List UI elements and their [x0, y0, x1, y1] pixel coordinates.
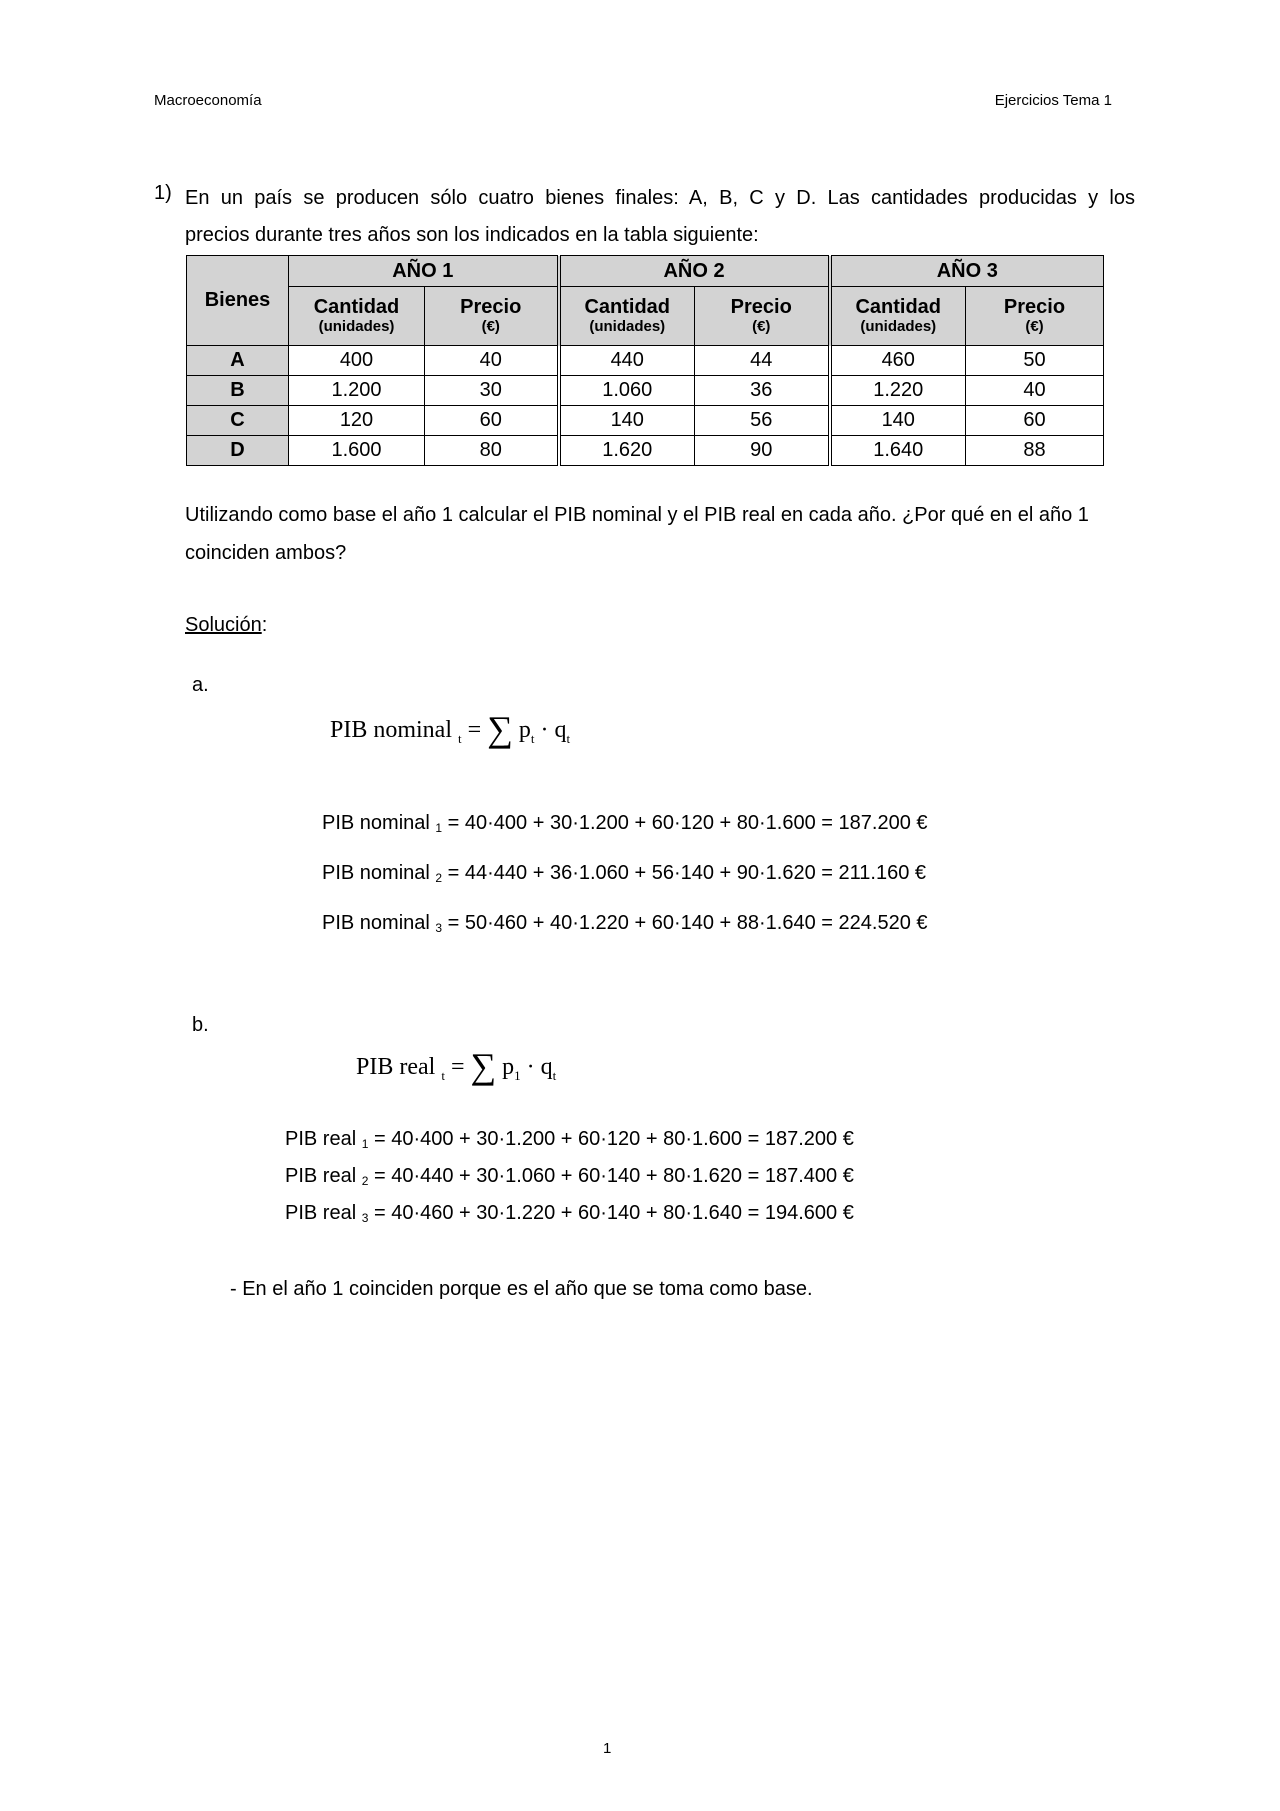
table-cell: 36: [695, 376, 830, 406]
good-label: B: [187, 376, 289, 406]
header-right: Ejercicios Tema 1: [994, 92, 1112, 109]
table-cell: 400: [289, 346, 425, 376]
table-cell: 140: [559, 406, 695, 436]
nominal-gdp-formula: PIB nominal $_t$ = ∑ $p_t \cdot q_t$: [330, 709, 571, 749]
nominal-gdp-line: PIB nominal $_3$ = 50·460 + 40·1.220 + 60·140 + 88·1.640 = 224.520 €: [322, 912, 928, 935]
price-header: Precio (€): [966, 287, 1104, 346]
table-cell: 1.640: [830, 436, 966, 466]
good-label: C: [187, 406, 289, 436]
table-cell: 56: [695, 406, 830, 436]
table-cell: 1.220: [830, 376, 966, 406]
nominal-gdp-line: PIB nominal $_1$ = 40·400 + 30·1.200 + 60·120 + 80·1.600 = 187.200 €: [322, 812, 928, 835]
table-cell: 30: [425, 376, 559, 406]
table-cell: 60: [966, 406, 1104, 436]
table-cell: 44: [695, 346, 830, 376]
table-cell: 50: [966, 346, 1104, 376]
table-cell: 88: [966, 436, 1104, 466]
goods-header: Bienes: [187, 256, 289, 346]
price-header: Precio (€): [425, 287, 559, 346]
year-header: AÑO 1: [289, 256, 559, 287]
table-row: [187, 406, 1104, 436]
exercise-intro: [185, 180, 1135, 254]
exercise-number: 1): [154, 182, 172, 204]
table-cell: 1.200: [289, 376, 425, 406]
good-label: A: [187, 346, 289, 376]
header-left: Macroeconomía: [154, 92, 262, 109]
table-cell: 40: [966, 376, 1104, 406]
table-cell: 460: [830, 346, 966, 376]
quantity-header: Cantidad (unidades): [559, 287, 695, 346]
table-row: [187, 346, 1104, 376]
part-b-label: b.: [192, 1014, 209, 1036]
part-a-label: a.: [192, 674, 209, 696]
exercise-intro-line2: precios durante tres años son los indicados en la tabla siguiente:: [185, 224, 759, 246]
quantity-header: Cantidad (unidades): [830, 287, 966, 346]
table-cell: 440: [559, 346, 695, 376]
price-header: Precio (€): [695, 287, 830, 346]
exercise-question: Utilizando como base el año 1 calcular el PIB nominal y el PIB real en cada año. ¿Por qué en el año 1 coinciden ambos?: [185, 504, 1089, 564]
table-cell: 140: [830, 406, 966, 436]
table-cell: 120: [289, 406, 425, 436]
solution-label: Solución:: [185, 614, 268, 636]
table-cell: 60: [425, 406, 559, 436]
table-cell: 1.060: [559, 376, 695, 406]
real-gdp-line: PIB real $_2$ = 40·440 + 30·1.060 + 60·140 + 80·1.620 = 187.400 €: [285, 1165, 854, 1188]
table-row: [187, 436, 1104, 466]
real-gdp-line: PIB real $_3$ = 40·460 + 30·1.220 + 60·140 + 80·1.640 = 194.600 €: [285, 1202, 854, 1225]
table-cell: 1.620: [559, 436, 695, 466]
quantity-header: Cantidad (unidades): [289, 287, 425, 346]
conclusion-text: - En el año 1 coinciden porque es el año que se toma como base.: [230, 1278, 813, 1300]
table-row: [187, 376, 1104, 406]
good-label: D: [187, 436, 289, 466]
real-gdp-line: PIB real $_1$ = 40·400 + 30·1.200 + 60·120 + 80·1.600 = 187.200 €: [285, 1128, 854, 1151]
nominal-gdp-line: PIB nominal $_2$ = 44·440 + 36·1.060 + 56·140 + 90·1.620 = 211.160 €: [322, 862, 927, 885]
table-cell: 80: [425, 436, 559, 466]
table-cell: 1.600: [289, 436, 425, 466]
year-header: AÑO 2: [559, 256, 830, 287]
year-header: AÑO 3: [830, 256, 1104, 287]
table-cell: 40: [425, 346, 559, 376]
page-number: 1: [603, 1740, 612, 1757]
real-gdp-formula: PIB real $_t$ = ∑ $p_1 \cdot q_t$: [356, 1046, 557, 1086]
production-table: [186, 255, 1104, 466]
exercise-intro-line1: En un país se producen sólo cuatro bienes finales: A, B, C y D. Las cantidades producidas y los: [185, 187, 1135, 209]
table-cell: 90: [695, 436, 830, 466]
